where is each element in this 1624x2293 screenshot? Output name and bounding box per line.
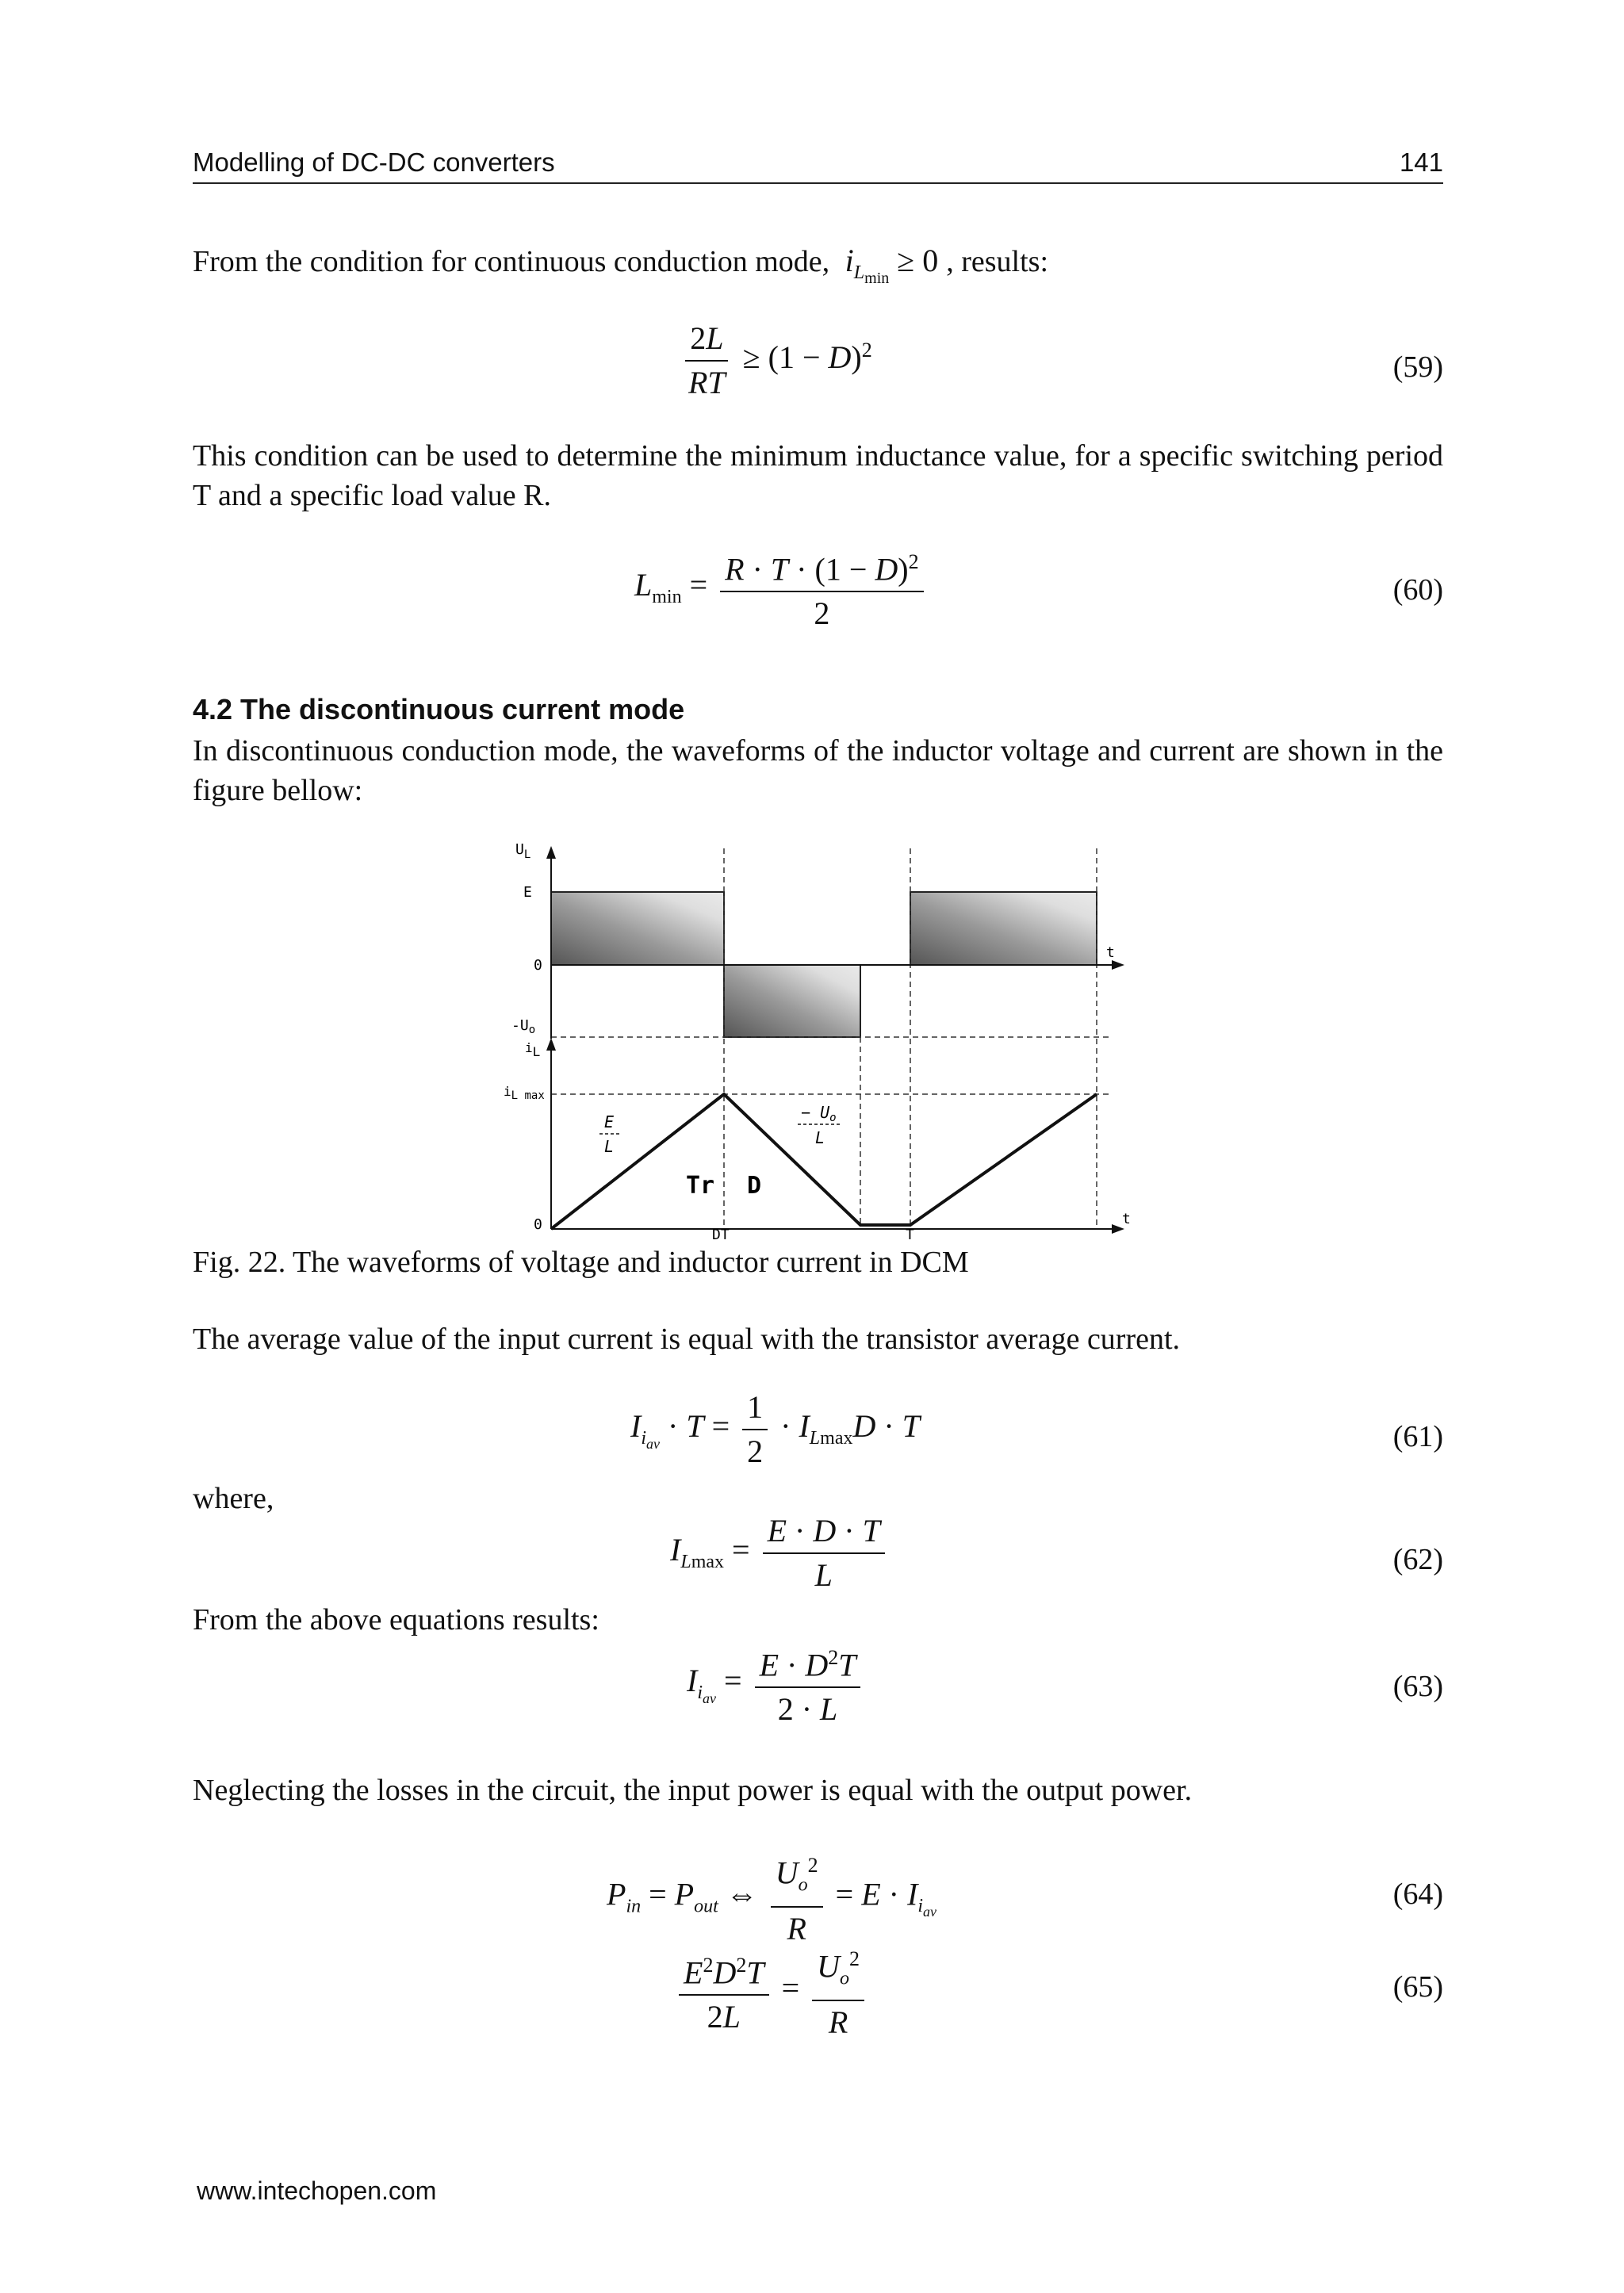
t-bottom-label: t xyxy=(1122,1211,1131,1227)
e-label: E xyxy=(523,884,532,901)
neg-uo-label: $-U_o$ xyxy=(511,1017,536,1036)
figure-dcm-waveforms xyxy=(492,836,1142,1241)
slope-uo-denominator: L xyxy=(815,1128,825,1147)
equation-number-61: (61) xyxy=(1392,1420,1443,1453)
zero-top-label: 0 xyxy=(534,957,542,974)
paragraph-from-equations: From the above equations results: xyxy=(193,1603,599,1636)
equation-59: $\frac{2L}{RT}$ ≥ $(1 - D)^2$ xyxy=(679,320,872,401)
paragraph-where: where, xyxy=(193,1482,274,1515)
slope-uo-numerator: − $U_o$ xyxy=(801,1103,837,1124)
equation-60: $L_{min}$ = $\frac{R \cdot T \cdot (1 - D)^2}{2}$ xyxy=(634,544,929,632)
tr-label: Tr xyxy=(686,1172,715,1200)
equation-63: $I_{i_{av}}$ = $\frac{E \cdot D^2T}{2 \cdot L}$ xyxy=(687,1640,865,1728)
paragraph-text-tail: , results: xyxy=(946,245,1049,278)
equation-number-60: (60) xyxy=(1392,573,1443,607)
paragraph-min-inductance: This condition can be used to determine the minimum inductance value, for a specific switching period T and a specific load value R. xyxy=(193,439,1443,512)
inline-math-il-min: $i_{L_{min}} \ge 0$ xyxy=(845,243,947,287)
d-label: D xyxy=(747,1172,762,1200)
header-divider xyxy=(193,182,1443,184)
equation-62: $I_{Lmax}$ = $\frac{E \cdot D \cdot T}{L}$ xyxy=(670,1513,890,1594)
equation-number-65: (65) xyxy=(1392,1970,1443,2004)
paragraph-power-balance: Neglecting the losses in the circuit, the input power is equal with the output power. xyxy=(193,1774,1193,1807)
voltage-block-on-1 xyxy=(551,892,724,965)
ilmax-label: iL max xyxy=(504,1084,545,1102)
page-number: 141 xyxy=(1399,147,1443,177)
paragraph-text: From the condition for continuous conduction mode, xyxy=(193,245,830,278)
t-period-label: T xyxy=(906,1227,914,1241)
footer-url: www.intechopen.com xyxy=(197,2176,437,2205)
ul-label: $U_L$ xyxy=(515,841,531,861)
running-header-title: Modelling of DC-DC converters xyxy=(193,147,555,177)
equation-number-63: (63) xyxy=(1392,1670,1443,1703)
equation-65: $\frac{E^2D^2T}{2L}$ = $\frac{U_o^2}{R}$ xyxy=(674,1941,869,2041)
il-axis-arrow xyxy=(546,1038,556,1051)
paragraph-average-input-current: The average value of the input current is equal with the transistor average current. xyxy=(193,1323,1181,1356)
il-label: iL xyxy=(525,1040,541,1059)
equation-64: $P_{in} = P_{out}$ ⇔ $\frac{U_o^2}{R}$ = $E \cdot I_{i_{av}}$ xyxy=(607,1847,936,1947)
equation-number-62: (62) xyxy=(1392,1543,1443,1576)
t-top-label: t xyxy=(1106,944,1115,961)
paragraph-dcm-intro: In discontinuous conduction mode, the waveforms of the inductor voltage and current are shown in the figure bellow: xyxy=(193,734,1443,807)
zero-bottom-label: 0 xyxy=(534,1216,542,1233)
voltage-block-on-2 xyxy=(910,892,1097,965)
slope-e-denominator: L xyxy=(604,1137,615,1156)
ul-axis-arrow xyxy=(546,846,556,859)
paragraph-ccm-condition xyxy=(193,241,1443,298)
equation-number-59: (59) xyxy=(1392,350,1443,384)
voltage-block-off xyxy=(724,965,860,1037)
dt-label: DT xyxy=(712,1227,730,1241)
figure-caption: Fig. 22. The waveforms of voltage and inductor current in DCM xyxy=(193,1246,969,1279)
t-axis-top-arrow xyxy=(1112,960,1124,970)
section-title: 4.2 The discontinuous current mode xyxy=(193,693,685,725)
equation-61: $I_{i_{av}} \cdot T$ = $\frac{1}{2}$ · $I_{Lmax}D \cdot T$ xyxy=(630,1389,920,1469)
equation-number-64: (64) xyxy=(1392,1878,1443,1911)
slope-e-numerator: E xyxy=(604,1112,615,1131)
